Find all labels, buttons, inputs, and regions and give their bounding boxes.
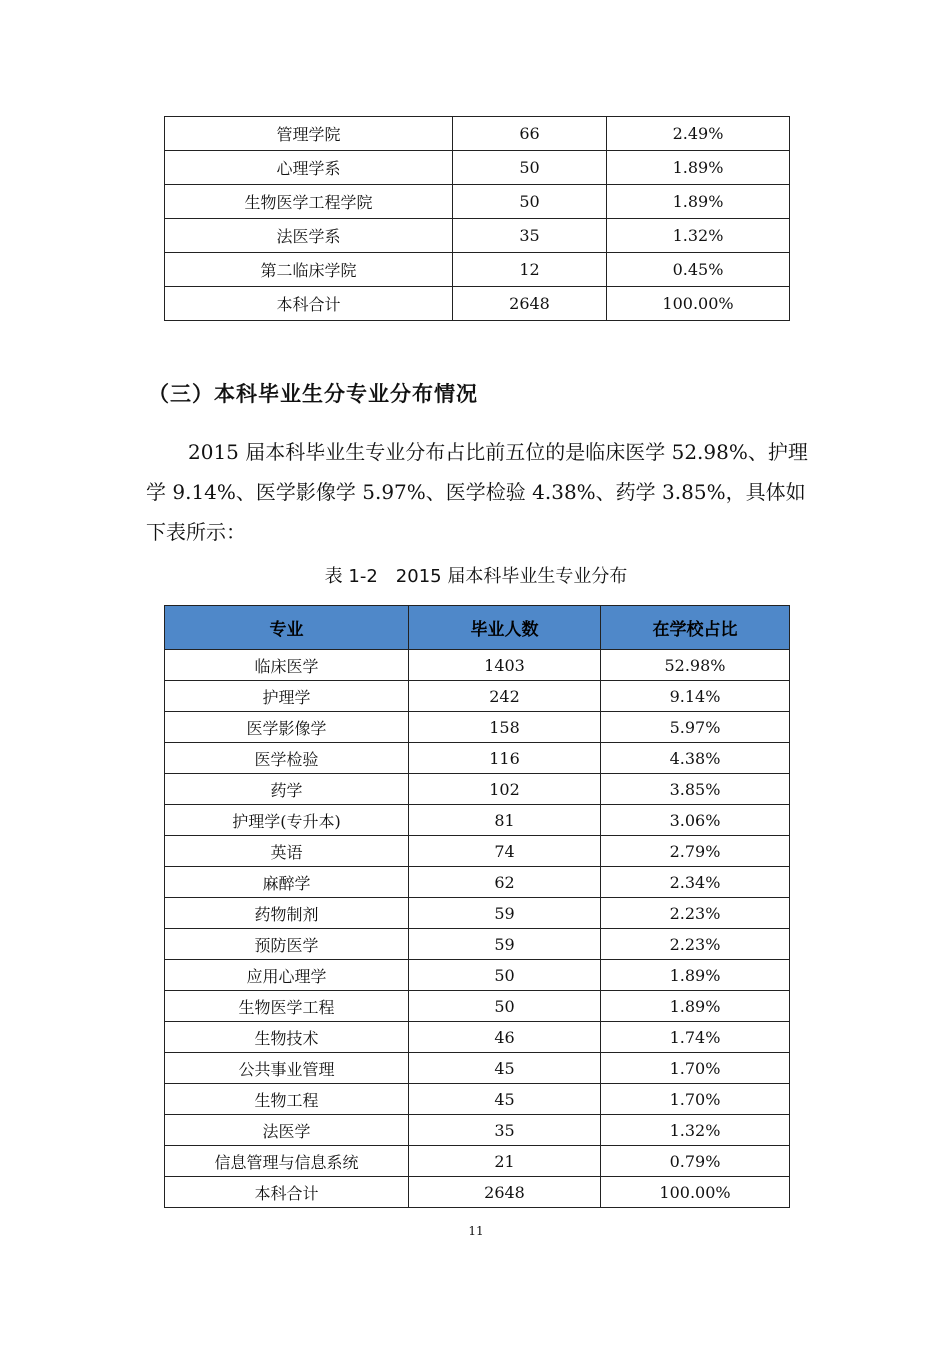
name-cell: 预防医学 <box>165 929 409 960</box>
table-row <box>165 151 790 185</box>
count-cell: 102 <box>409 774 601 805</box>
name-cell: 临床医学 <box>165 650 409 681</box>
count-cell: 2648 <box>409 1177 601 1208</box>
percent-cell: 5.97% <box>601 712 790 743</box>
table-row <box>165 774 790 805</box>
major-distribution-table <box>164 605 790 1208</box>
percent-cell: 4.38% <box>601 743 790 774</box>
table-row <box>165 960 790 991</box>
percent-cell: 2.34% <box>601 867 790 898</box>
count-cell: 45 <box>409 1084 601 1115</box>
count-cell: 35 <box>409 1115 601 1146</box>
count-cell: 2648 <box>453 287 607 321</box>
table-row <box>165 929 790 960</box>
top-table-body <box>165 117 790 321</box>
count-cell: 21 <box>409 1146 601 1177</box>
count-cell: 12 <box>453 253 607 287</box>
table-row <box>165 650 790 681</box>
count-cell: 45 <box>409 1053 601 1084</box>
name-cell: 医学检验 <box>165 743 409 774</box>
count-cell: 81 <box>409 805 601 836</box>
count-cell: 35 <box>453 219 607 253</box>
count-cell: 242 <box>409 681 601 712</box>
table-row <box>165 1084 790 1115</box>
table-row <box>165 1053 790 1084</box>
name-cell: 生物技术 <box>165 1022 409 1053</box>
table-caption: 表 1-2 2015 届本科毕业生专业分布 <box>324 566 628 587</box>
name-cell: 本科合计 <box>165 1177 409 1208</box>
count-cell: 50 <box>453 151 607 185</box>
percent-cell: 2.23% <box>601 898 790 929</box>
percent-cell: 1.74% <box>601 1022 790 1053</box>
count-cell: 66 <box>453 117 607 151</box>
table-row <box>165 991 790 1022</box>
name-cell: 护理学(专升本) <box>165 805 409 836</box>
name-cell: 药物制剂 <box>165 898 409 929</box>
name-cell: 生物医学工程 <box>165 991 409 1022</box>
paragraph-text: 2015 届本科毕业生专业分布占比前五位的是临床医学 52.98%、护理学 9.14%、医学影像学 5.97%、医学检验 4.38%、药学 3.85%，具体如下表所示： <box>146 440 808 544</box>
percent-cell: 1.89% <box>601 991 790 1022</box>
percent-cell: 1.32% <box>607 219 790 253</box>
percent-cell: 2.49% <box>607 117 790 151</box>
percent-cell: 1.89% <box>601 960 790 991</box>
percent-cell: 1.70% <box>601 1053 790 1084</box>
count-cell: 50 <box>453 185 607 219</box>
table-row <box>165 743 790 774</box>
table-row <box>165 836 790 867</box>
count-cell: 50 <box>409 960 601 991</box>
table-row <box>165 1177 790 1208</box>
table-row <box>165 898 790 929</box>
percent-cell: 100.00% <box>607 287 790 321</box>
percent-cell: 3.85% <box>601 774 790 805</box>
header-school-share: 在学校占比 <box>601 606 790 650</box>
table-row <box>165 1146 790 1177</box>
count-cell: 46 <box>409 1022 601 1053</box>
name-cell: 医学影像学 <box>165 712 409 743</box>
count-cell: 59 <box>409 898 601 929</box>
name-cell: 药学 <box>165 774 409 805</box>
table-row <box>165 867 790 898</box>
percent-cell: 100.00% <box>601 1177 790 1208</box>
name-cell: 法医学系 <box>165 219 453 253</box>
percent-cell: 1.32% <box>601 1115 790 1146</box>
count-cell: 50 <box>409 991 601 1022</box>
percent-cell: 1.89% <box>607 151 790 185</box>
count-cell: 1403 <box>409 650 601 681</box>
page-number: 11 <box>468 1224 484 1238</box>
name-cell: 本科合计 <box>165 287 453 321</box>
header-major: 专业 <box>165 606 409 650</box>
table-row <box>165 185 790 219</box>
body-paragraph <box>146 432 808 552</box>
percent-cell: 3.06% <box>601 805 790 836</box>
table-header-row <box>165 606 790 650</box>
college-distribution-table-continued <box>164 116 790 321</box>
name-cell: 第二临床学院 <box>165 253 453 287</box>
table-row <box>165 805 790 836</box>
percent-cell: 9.14% <box>601 681 790 712</box>
name-cell: 心理学系 <box>165 151 453 185</box>
name-cell: 管理学院 <box>165 117 453 151</box>
header-graduate-count: 毕业人数 <box>409 606 601 650</box>
name-cell: 麻醉学 <box>165 867 409 898</box>
table-row <box>165 253 790 287</box>
percent-cell: 2.79% <box>601 836 790 867</box>
name-cell: 应用心理学 <box>165 960 409 991</box>
percent-cell: 0.79% <box>601 1146 790 1177</box>
name-cell: 信息管理与信息系统 <box>165 1146 409 1177</box>
count-cell: 74 <box>409 836 601 867</box>
count-cell: 62 <box>409 867 601 898</box>
table-row <box>165 712 790 743</box>
name-cell: 英语 <box>165 836 409 867</box>
name-cell: 护理学 <box>165 681 409 712</box>
name-cell: 生物工程 <box>165 1084 409 1115</box>
table-row <box>165 681 790 712</box>
percent-cell: 2.23% <box>601 929 790 960</box>
count-cell: 59 <box>409 929 601 960</box>
table-row <box>165 1022 790 1053</box>
name-cell: 公共事业管理 <box>165 1053 409 1084</box>
count-cell: 116 <box>409 743 601 774</box>
table-row <box>165 1115 790 1146</box>
table-row <box>165 117 790 151</box>
percent-cell: 0.45% <box>607 253 790 287</box>
name-cell: 生物医学工程学院 <box>165 185 453 219</box>
main-table-body <box>165 650 790 1208</box>
name-cell: 法医学 <box>165 1115 409 1146</box>
percent-cell: 1.89% <box>607 185 790 219</box>
percent-cell: 1.70% <box>601 1084 790 1115</box>
section-heading: （三）本科毕业生分专业分布情况 <box>148 382 478 406</box>
table-row <box>165 219 790 253</box>
count-cell: 158 <box>409 712 601 743</box>
percent-cell: 52.98% <box>601 650 790 681</box>
table-row <box>165 287 790 321</box>
